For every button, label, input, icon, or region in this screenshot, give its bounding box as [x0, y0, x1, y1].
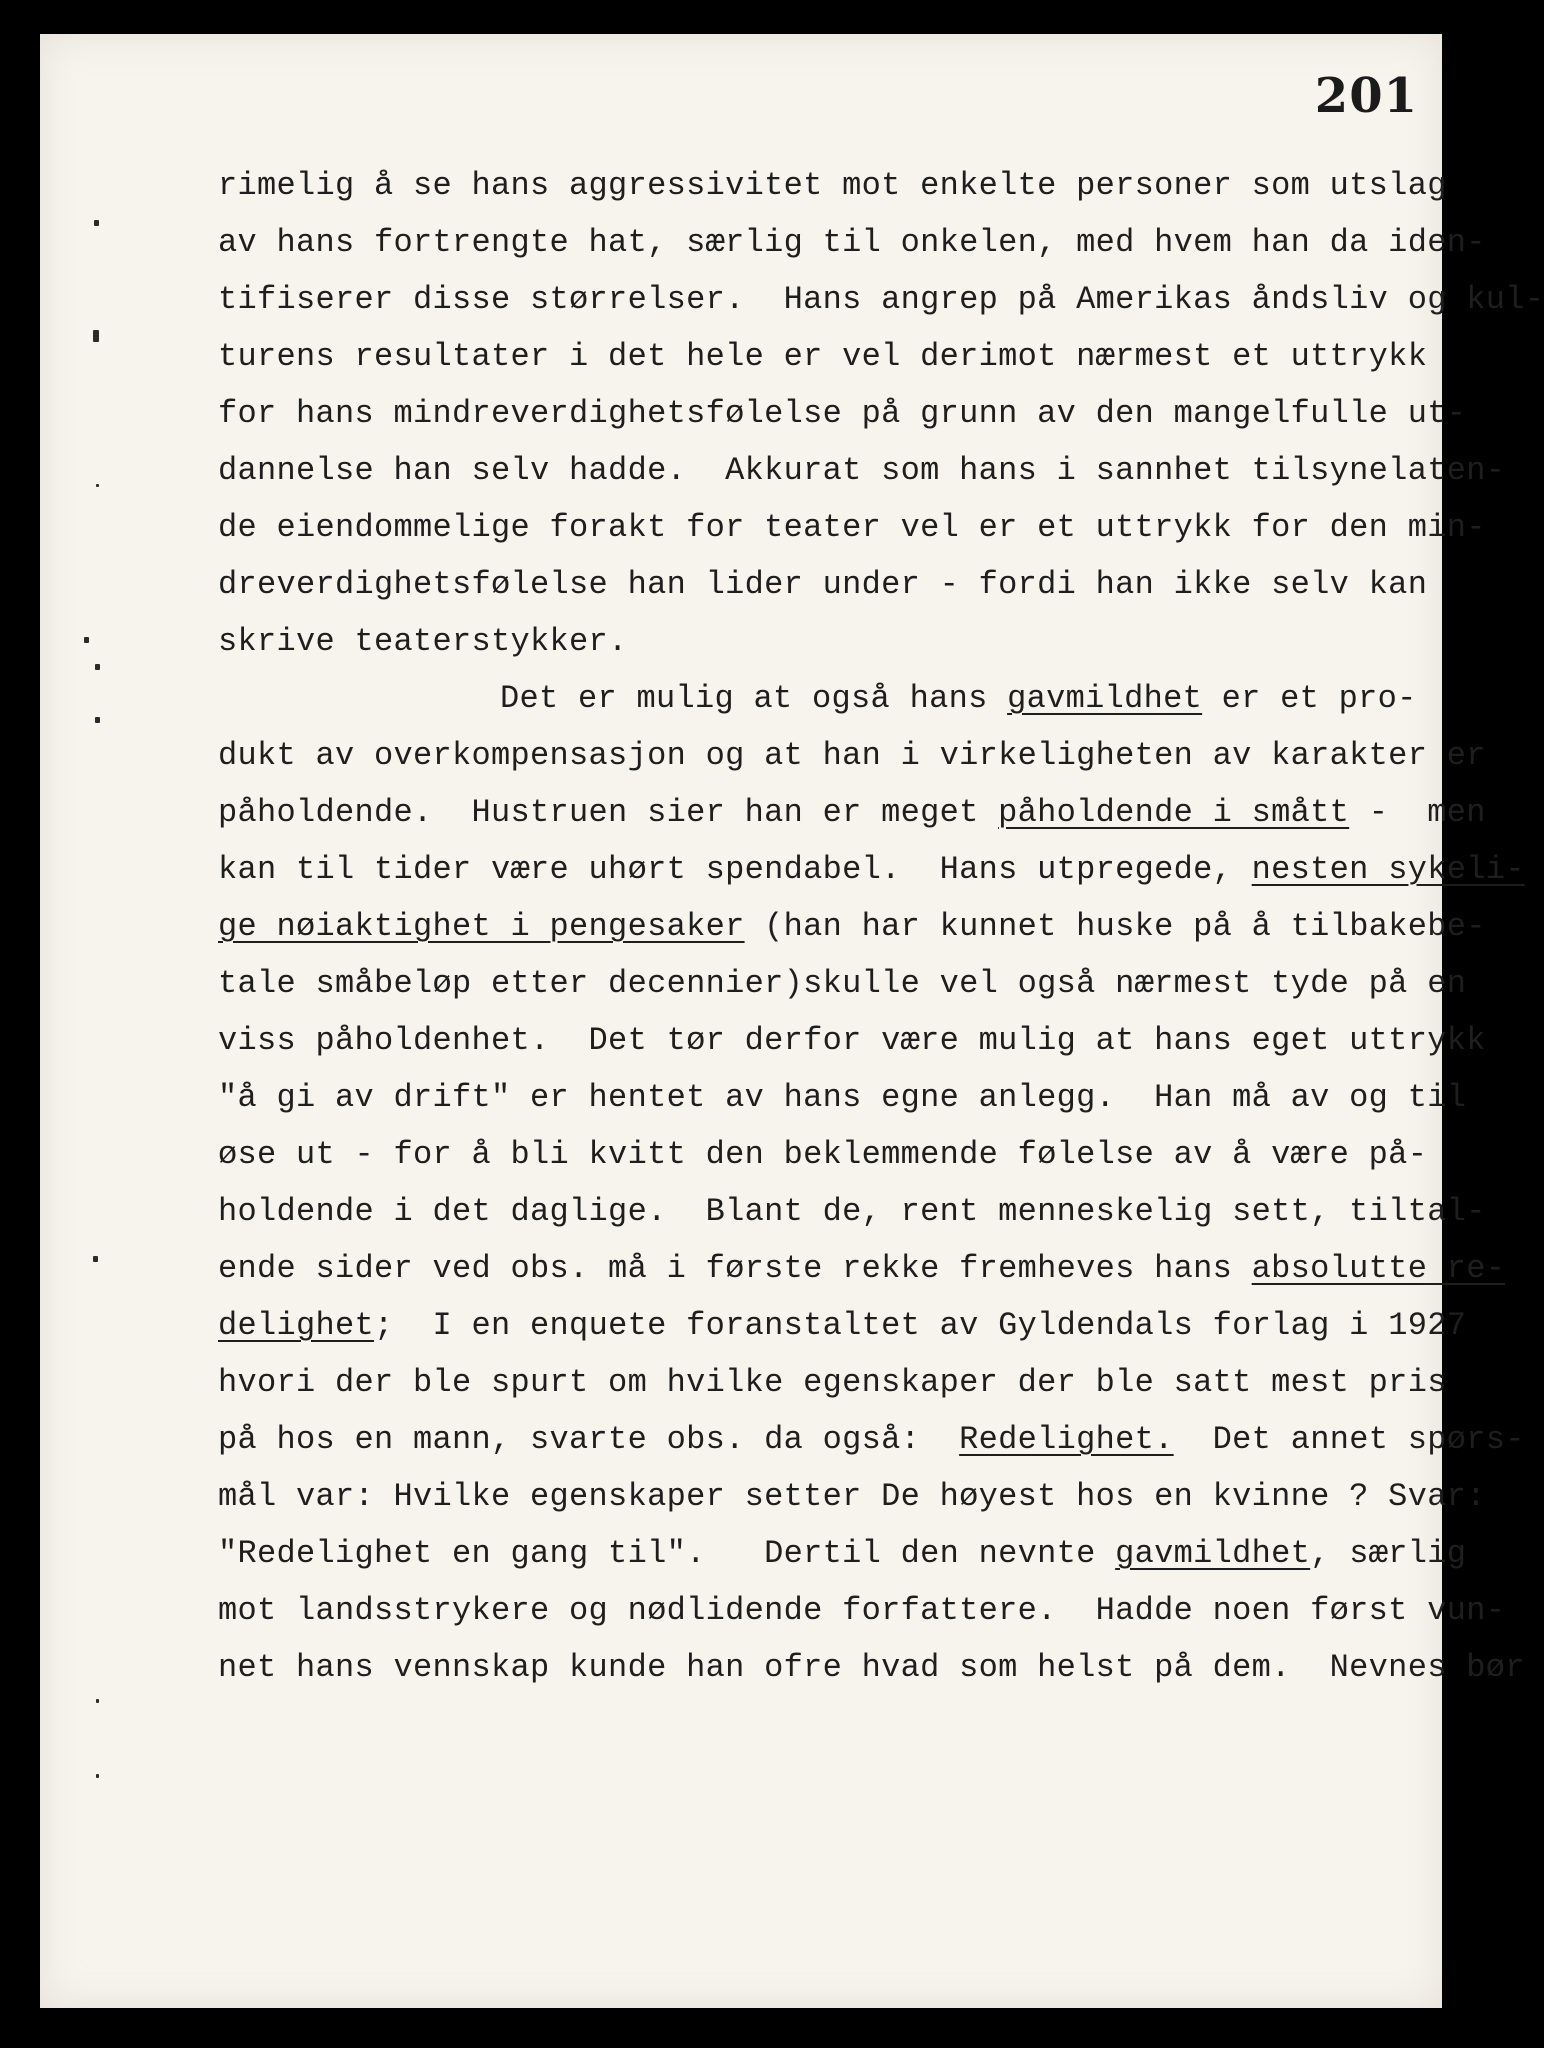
text-segment: "å gi av drift" er hentet av hans egne anlegg. Han må av og til [218, 1079, 1467, 1116]
text-segment: av hans fortrengte hat, særlig til onkelen, med hvem han da iden- [218, 224, 1486, 261]
text-line [218, 850, 1525, 890]
text-line [218, 337, 1427, 377]
text-segment: tale småbeløp etter decennier)skulle vel også nærmest tyde på en [218, 965, 1467, 1002]
text-segment: rimelig å se hans aggressivitet mot enkelte personer som utslag [218, 167, 1447, 204]
text-line [218, 1135, 1427, 1175]
text-segment: de eiendommelige forakt for teater vel er et uttrykk for den min- [218, 509, 1486, 546]
text-line [218, 1477, 1486, 1517]
text-segment: dukt av overkompensasjon og at han i virkeligheten av karakter er [218, 737, 1486, 774]
text-segment: (han har kunnet huske på å tilbakebe- [744, 908, 1486, 945]
text-line [218, 280, 1544, 320]
text-line [218, 1534, 1466, 1574]
text-segment: Det er mulig at også hans [500, 680, 1008, 717]
text-line [218, 565, 1427, 605]
text-segment: holdende i det daglige. Blant de, rent menneskelig sett, tiltal- [218, 1193, 1486, 1230]
text-segment: dannelse han selv hadde. Akkurat som hans i sannhet tilsynelaten- [218, 452, 1506, 489]
typed-text-body [40, 34, 1544, 2008]
text-line [218, 964, 1466, 1004]
text-line [218, 223, 1486, 263]
text-line [218, 1021, 1486, 1061]
text-line [218, 1192, 1486, 1232]
text-line [218, 1591, 1505, 1631]
underlined-text: Redelighet. [959, 1421, 1174, 1458]
text-line [218, 1078, 1466, 1118]
underlined-text: nesten sykeli- [1251, 851, 1525, 888]
margin-mark [93, 1256, 98, 1262]
text-segment: på hos en mann, svarte obs. da også: [218, 1421, 960, 1458]
text-line [218, 166, 1447, 206]
text-segment: øse ut - for å bli kvitt den beklemmende følelse av å være på- [218, 1136, 1428, 1173]
text-line [218, 736, 1486, 776]
text-segment: ende sider ved obs. må i første rekke fremheves hans [218, 1250, 1252, 1287]
text-segment: - men [1349, 794, 1486, 831]
text-line [218, 451, 1505, 491]
text-segment: mot landsstrykere og nødlidende forfattere. Hadde noen først vun- [218, 1592, 1506, 1629]
text-segment: "Redelighet en gang til". Dertil den nevnte [218, 1535, 1116, 1572]
text-line [218, 907, 1486, 947]
margin-mark [96, 1774, 99, 1778]
document-page [40, 34, 1544, 2008]
underlined-text: påholdende i smått [998, 794, 1350, 831]
text-line [218, 622, 628, 662]
text-segment: er et pro- [1202, 680, 1417, 717]
text-segment: dreverdighetsfølelse han lider under - fordi han ikke selv kan [218, 566, 1428, 603]
text-segment: net hans vennskap kunde han ofre hvad som helst på dem. Nevnes bør [218, 1649, 1525, 1686]
text-line [218, 1363, 1447, 1403]
text-line [218, 508, 1486, 548]
text-segment: hvori der ble spurt om hvilke egenskaper der ble satt mest pris [218, 1364, 1447, 1401]
text-segment: Det annet spørs- [1173, 1421, 1525, 1458]
underlined-text: gavmildhet [1007, 680, 1203, 717]
text-segment: for hans mindreverdighetsfølelse på grunn av den mangelfulle ut- [218, 395, 1467, 432]
margin-mark [94, 220, 99, 226]
margin-mark [95, 664, 100, 670]
text-line [218, 1648, 1525, 1688]
text-segment: tifiserer disse størrelser. Hans angrep på Amerikas åndsliv og kul- [218, 281, 1544, 318]
text-line [218, 1306, 1466, 1346]
text-line [218, 1420, 1525, 1460]
underlined-text: absolutte re- [1251, 1250, 1506, 1287]
text-segment: skrive teaterstykker. [218, 623, 628, 660]
margin-mark [96, 484, 99, 487]
margin-mark [96, 1699, 99, 1703]
text-segment: kan til tider være uhørt spendabel. Hans utpregede, [218, 851, 1252, 888]
text-segment: viss påholdenhet. Det tør derfor være mulig at hans eget uttrykk [218, 1022, 1486, 1059]
text-segment: mål var: Hvilke egenskaper setter De høyest hos en kvinne ? Svar: [218, 1478, 1486, 1515]
margin-mark [84, 637, 89, 643]
text-line [500, 679, 1417, 719]
margin-mark [95, 717, 100, 723]
text-line [218, 394, 1466, 434]
underlined-text: gavmildhet [1115, 1535, 1311, 1572]
text-segment: ; I en enquete foranstaltet av Gyldendals forlag i 1927 [374, 1307, 1467, 1344]
margin-mark [93, 330, 99, 342]
page-number: 201 [1314, 68, 1418, 124]
text-segment: påholdende. Hustruen sier han er meget [218, 794, 999, 831]
text-segment: , særlig [1310, 1535, 1467, 1572]
underlined-text: delighet [218, 1307, 375, 1344]
underlined-text: ge nøiaktighet i pengesaker [218, 908, 745, 945]
text-line [218, 1249, 1505, 1289]
text-line [218, 793, 1486, 833]
text-segment: turens resultater i det hele er vel derimot nærmest et uttrykk [218, 338, 1428, 375]
